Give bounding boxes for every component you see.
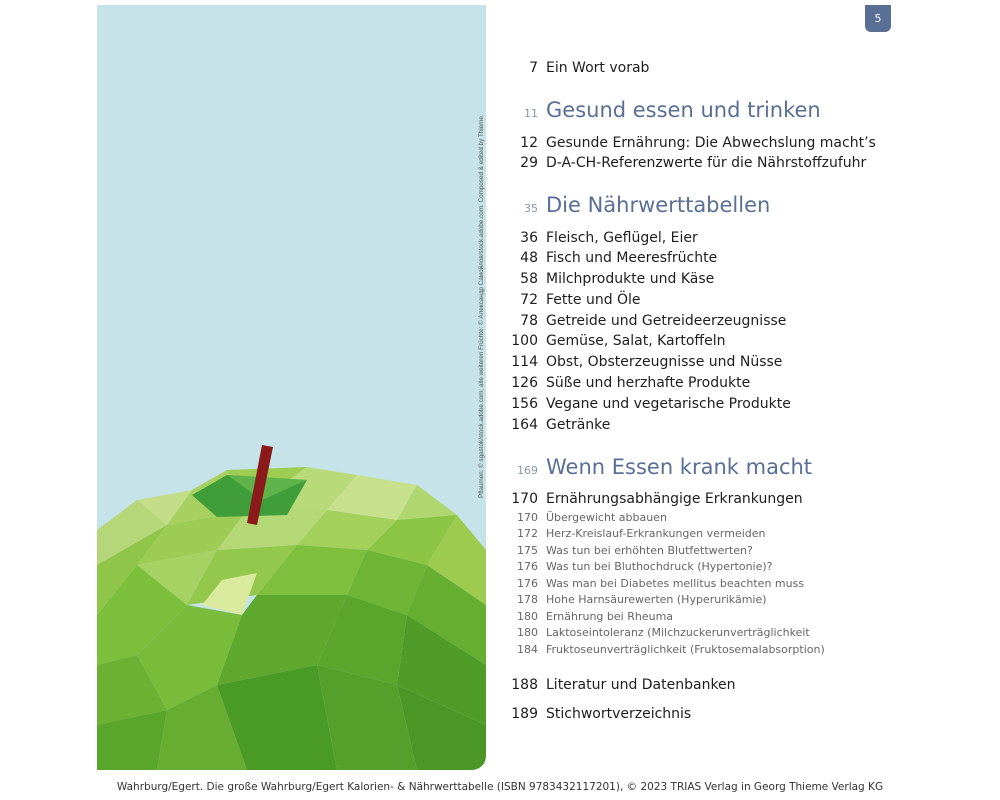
toc-page-number: 176 (517, 577, 538, 590)
toc-page-number: 178 (517, 593, 538, 606)
toc-title: Was tun bei Bluthochdruck (Hypertonie)? (546, 560, 773, 573)
toc-page-number: 184 (517, 643, 538, 656)
toc-subentry[interactable] (500, 510, 990, 525)
image-credit-text: Pflaumen: © sgastok/stock.adobe.com; alle weiteren Früchte: © Александр Самойлов/stock.adobe.com. Composed & edited by Thieme. (478, 114, 485, 498)
toc-title: Obst, Obsterzeugnisse und Nüsse (546, 354, 783, 370)
toc-page-number: 35 (524, 202, 538, 215)
toc-title: Ein Wort vorab (546, 60, 650, 76)
toc-entry[interactable] (500, 249, 990, 267)
toc-entry[interactable] (500, 676, 990, 694)
toc-entry[interactable] (500, 229, 990, 247)
toc-page-number: 180 (517, 610, 538, 623)
toc-subentry[interactable] (500, 576, 990, 591)
page-number-badge: 5 (865, 5, 891, 32)
toc-entry[interactable] (500, 374, 990, 392)
toc-entry[interactable] (500, 291, 990, 309)
toc-page-number: 169 (517, 464, 538, 477)
toc-page-number: 172 (517, 527, 538, 540)
toc-page-number: 11 (524, 107, 538, 120)
toc-subentry[interactable] (500, 543, 990, 558)
toc-section-heading[interactable] (500, 97, 990, 123)
toc-title: Süße und herzhafte Produkte (546, 375, 751, 391)
toc-page-number: 72 (520, 292, 538, 308)
toc-page-number: 175 (517, 544, 538, 557)
toc-page-number: 114 (511, 354, 538, 370)
toc-page-number: 100 (511, 333, 538, 349)
toc-entry[interactable] (500, 134, 990, 152)
toc-page-number: 188 (511, 677, 538, 693)
toc-subentry[interactable] (500, 609, 990, 624)
toc-page-number: 48 (520, 250, 538, 266)
toc-page-number: 126 (511, 375, 538, 391)
toc-title: Übergewicht abbauen (546, 511, 667, 524)
toc-title: Fisch und Meeresfrüchte (546, 250, 718, 266)
toc-title: Fleisch, Geflügel, Eier (546, 230, 698, 246)
toc-page-number: 78 (520, 313, 538, 329)
toc-page-number: 176 (517, 560, 538, 573)
toc-title: D-A-CH-Referenzwerte für die Nährstoffzufuhr (546, 155, 867, 171)
toc-title: Vegane und vegetarische Produkte (546, 396, 791, 412)
toc-section-heading[interactable] (500, 454, 990, 480)
toc-page-number: 36 (520, 230, 538, 246)
toc-title: Laktoseintoleranz (Milchzuckerunverträglichkeit (546, 626, 810, 639)
toc-page-number: 156 (511, 396, 538, 412)
apple-illustration (97, 5, 486, 770)
toc-entry[interactable] (500, 395, 990, 413)
toc-title: Herz-Kreislauf-Erkrankungen vermeiden (546, 527, 766, 540)
toc-subentry[interactable] (500, 625, 990, 640)
toc-title: Fette und Öle (546, 292, 641, 308)
toc-subentry[interactable] (500, 526, 990, 541)
toc-title: Getreide und Getreideerzeugnisse (546, 313, 787, 329)
toc-section-title: Wenn Essen krank macht (546, 455, 813, 479)
image-credit (473, 10, 487, 500)
toc-title: Fruktoseunverträglichkeit (Fruktosemalabsorption) (546, 643, 825, 656)
toc-title: Gesunde Ernährung: Die Abwechslung macht’s (546, 135, 876, 151)
toc-title: Was man bei Diabetes mellitus beachten muss (546, 577, 805, 590)
toc-section-title: Gesund essen und trinken (546, 98, 821, 122)
toc-entry[interactable] (500, 154, 990, 172)
toc-page-number: 189 (511, 706, 538, 722)
toc-title: Ernährungsabhängige Erkrankungen (546, 491, 803, 507)
toc-section-title: Die Nährwerttabellen (546, 193, 771, 217)
toc-entry[interactable] (500, 270, 990, 288)
toc-page-number: 170 (511, 491, 538, 507)
toc-page-number: 170 (517, 511, 538, 524)
toc-title: Milchprodukte und Käse (546, 271, 715, 287)
toc-entry[interactable] (500, 416, 990, 434)
toc-title: Was tun bei erhöhten Blutfettwerten? (546, 544, 753, 557)
toc-page-number: 164 (511, 417, 538, 433)
toc-title: Stichwortverzeichnis (546, 706, 692, 722)
toc-title: Ernährung bei Rheuma (546, 610, 674, 623)
toc-page-number: 180 (517, 626, 538, 639)
toc-entry[interactable] (500, 353, 990, 371)
page-footer: Wahrburg/Egert. Die große Wahrburg/Egert Kalorien- & Nährwerttabelle (ISBN 9783432117201), © 2023 TRIAS Verlag in Georg Thieme Verlag KG (116, 781, 884, 793)
toc-page-number: 7 (529, 60, 538, 76)
toc-page-number: 58 (520, 271, 538, 287)
toc-entry[interactable] (500, 705, 990, 723)
toc-title: Literatur und Datenbanken (546, 677, 736, 693)
toc-subentry[interactable] (500, 642, 990, 657)
toc-section-heading[interactable] (500, 192, 990, 218)
toc-title: Getränke (546, 417, 611, 433)
toc-entry[interactable] (500, 332, 990, 350)
toc-title: Gemüse, Salat, Kartoffeln (546, 333, 726, 349)
toc-entry[interactable] (500, 490, 990, 508)
toc-subentry[interactable] (500, 592, 990, 607)
toc-title: Hohe Harnsäurewerten (Hyperurikämie) (546, 593, 767, 606)
toc-page-number: 12 (520, 135, 538, 151)
toc-entry[interactable] (500, 312, 990, 330)
toc-entry-intro[interactable] (500, 59, 990, 77)
toc-page-number: 29 (520, 155, 538, 171)
toc-subentry[interactable] (500, 559, 990, 574)
